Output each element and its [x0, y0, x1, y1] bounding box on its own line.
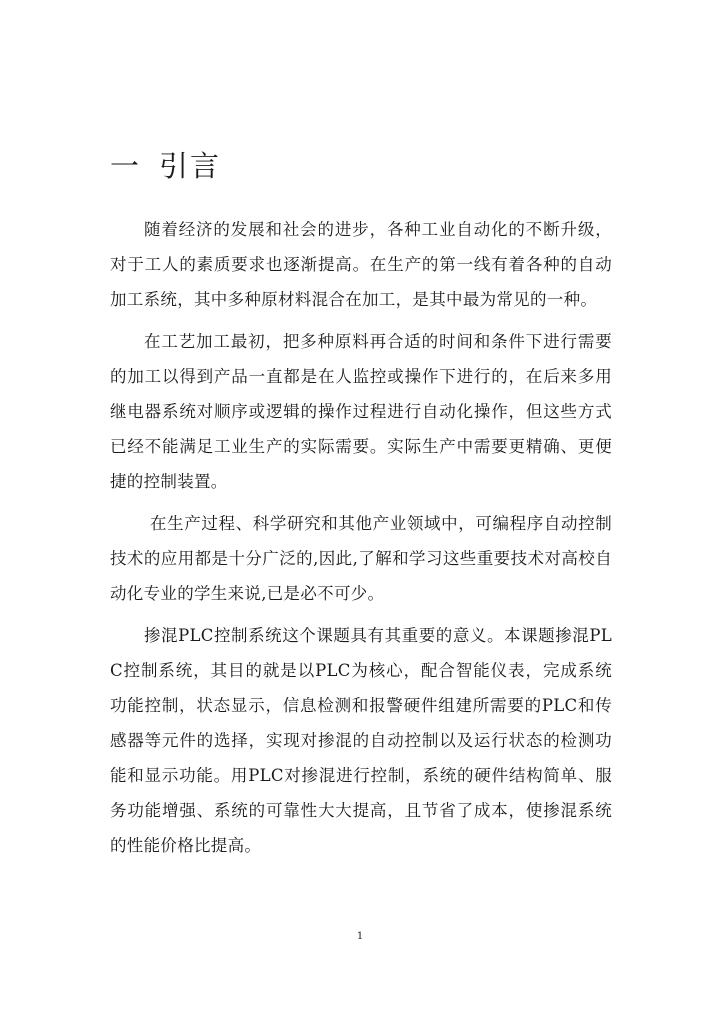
- section-title: 引言: [159, 149, 222, 183]
- paragraph-topic: 掺混PLC控制系统这个课题具有其重要的意义。本课题掺混PLC控制系统，其目的就是以PLC为核心，配合智能仪表，完成系统功能控制，状态显示，信息检测和报警硬件组建所需要的PLC和传感器等元件的选择，实现对掺混的自动控制以及运行状态的检测功能和显示功能。用PLC对掺混进行控制，系统的硬件结构简单、服务功能增强、系统的可靠性大大提高，且节省了成本，使掺混系统的性能价格比提高。: [110, 626, 612, 855]
- section-number: 一: [110, 149, 142, 183]
- paragraph-history: 在工艺加工最初，把多种原料再合适的时间和条件下进行需要的加工以得到产品一直都是在人监控或操作下进行的，在后来多用继电器系统对顺序或逻辑的操作过程进行自动化操作，但这些方式已经不能满足工业生产的实际需要。实际生产中需要更精确、更便捷的控制装置。: [110, 332, 612, 491]
- section-heading: [110, 146, 221, 186]
- body-text: [110, 212, 612, 870]
- page-number: 1: [356, 931, 364, 942]
- paragraph-intro: 随着经济的发展和社会的进步，各种工业自动化的不断升级，对于工人的素质要求也逐渐提高。在生产的第一线有着各种的自动加工系统，其中多种原材料混合在加工，是其中最为常见的一种。: [110, 220, 612, 309]
- paragraph-importance: 在生产过程、科学研究和其他产业领域中，可编程序自动控制技术的应用都是十分广泛的,因此,了解和学习这些重要技术对高校自动化专业的学生来说,已是必不可少。: [110, 514, 612, 603]
